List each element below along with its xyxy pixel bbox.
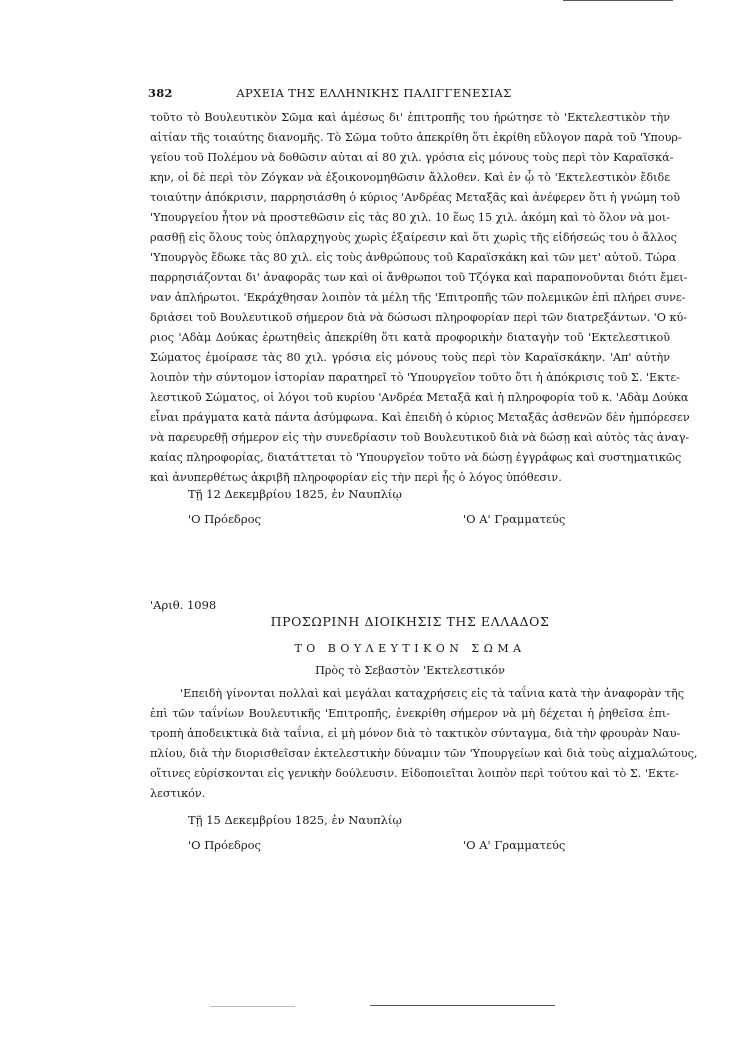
addressee: Πρὸς τὸ Σεβαστὸν 'Εκτελεστικόν — [315, 664, 505, 677]
first-signature-president: 'Ο Πρόεδρος — [188, 512, 261, 526]
second-signature-president: 'Ο Πρόεδρος — [188, 838, 261, 852]
text-line: παρρησιάζονται δι' ἀναφορᾶς των καὶ οἱ ἄνθρωποι τοῦ Τζόγκα καὶ παραπονοῦνται διότι ἔμει- — [150, 271, 688, 284]
scan-artifact-bottom — [370, 1005, 555, 1006]
text-line: τοιαύτην ἀπόκρισιν, παρρησιάσθη ὁ κύριος 'Ανδρέας Μεταξᾶς καὶ ἀνέφερεν ὅτι ἡ γνώμη τοῦ — [150, 191, 680, 204]
second-document-paragraph — [150, 684, 698, 804]
text-line: καίας πληροφορίας, διατάττεται τὸ 'Υπουργεῖον τοῦτο νὰ δώσῃ ἐγγράφως καὶ συστηματικῶς — [150, 451, 682, 464]
scan-artifact-bottom — [210, 1006, 295, 1007]
page-number: 382 — [148, 86, 173, 100]
text-line: πλίου, διὰ τὴν διορισθεῖσαν ἐκτελεστικὴν δύναμιν τῶν 'Υπουργείων καὶ διὰ τοὺς αἰχμαλώτους, — [150, 747, 698, 760]
heading-government: ΠΡΟΣΩΡΙΝΗ ΔΙΟΙΚΗΣΙΣ ΤΗΣ ΕΛΛΑΔΟΣ — [270, 614, 550, 629]
text-line: ἐπὶ τῶν ταΐνίων Βουλευτικῆς 'Επιτροπῆς, ἐνεκρίθη σήμερον νὰ μὴ δέχεται ἡ ῥηθεῖσα ἐπι- — [150, 707, 670, 720]
text-line: εἶναι πράγματα κατὰ πάντα ἀσύμφωνα. Καὶ ἐπειδὴ ὁ κύριος Μεταξᾶς ἀσθενῶν δὲν ἠμπόρεσεν — [150, 411, 690, 424]
first-document-paragraph — [150, 108, 690, 488]
text-line: δριάσει τοῦ Βουλευτικοῦ σήμερον διὰ νὰ δώσωσι πληροφορίαν περὶ τῶν διατρεξάντων. 'Ο κύ- — [150, 311, 688, 324]
text-line: τροπὴ ἀποδεικτικὰ διὰ ταΐνια, εἰ μὴ μόνον διὰ τὸ τακτικὸν σύνταγμα, διὰ τὴν φρουρὰν Ναυ- — [150, 727, 681, 740]
text-line: γείου τοῦ Πολέμου νὰ δοθῶσιν αὐται αἱ 80 χιλ. γρόσια εἰς μόνους τοὺς περὶ τὸν Καραϊσκά- — [150, 151, 674, 164]
text-line: 'Επειδὴ γίνονται πολλαὶ καὶ μεγάλαι καταχρήσεις εἰς τὰ ταΐνια κατὰ τὴν ἀναφορὰν τῆς — [180, 687, 684, 700]
text-line: ρασθῇ εἰς ὅλους τοὺς ὁπλαρχηγοὺς χωρὶς ἐξαίρεσιν καὶ ὅτι χωρὶς τῆς εἰδήσεώς του ὁ ἄλλος — [150, 231, 677, 244]
text-line: λοιπὸν τὴν σύντομον ἱστορίαν παρατηρεῖ τὸ 'Υπουργεῖον τοῦτο ὅτι ἡ ἀπόκρισις τοῦ Σ. 'Εκτε- — [150, 371, 680, 384]
scan-artifact-top — [563, 0, 673, 1]
text-line: οἵτινες εὑρίσκονται εἰς γενικὴν δούλευσιν. Εἰδοποιεῖται λοιπὸν περὶ τούτου καὶ τὸ Σ. 'Εκτε- — [150, 767, 679, 780]
first-signature-secretary: 'Ο Α' Γραμματεύς — [463, 512, 566, 526]
document-number: 'Αριθ. 1098 — [150, 598, 217, 612]
text-line: 'Υπουργείου ἦτον νὰ προστεθῶσιν εἰς τὰς 80 χιλ. 10 ἕως 15 χιλ. ἀκόμη καὶ τὸ ὅλον νὰ μοι- — [150, 211, 670, 224]
running-head — [148, 86, 540, 106]
text-line: τοῦτο τὸ Βουλευτικὸν Σῶμα καὶ ἀμέσως δι' ἐπιτροπῆς του ἠρώτησε τὸ 'Εκτελεστικὸν τὴν — [150, 111, 670, 124]
second-dateline: Τῇ 15 Δεκεμβρίου 1825, ἐν Ναυπλίῳ — [188, 813, 402, 827]
second-signature-secretary: 'Ο Α' Γραμματεύς — [463, 838, 566, 852]
first-dateline: Τῇ 12 Δεκεμβρίου 1825, ἐν Ναυπλίῳ — [188, 487, 402, 501]
running-title: ΑΡΧΕΙΑ ΤΗΣ ΕΛΛΗΝΙΚΗΣ ΠΑΛΙΓΓΕΝΕΣΙΑΣ — [236, 86, 512, 100]
heading-legislative-body: ΤΟ ΒΟΥΛΕΥΤΙΚΟΝ ΣΩΜΑ — [294, 642, 526, 655]
text-line: λεστικοῦ Σώματος, οἱ λόγοι τοῦ κυρίου 'Ανδρέα Μεταξᾶ καὶ ἡ πληροφορία τοῦ κ. 'Αδὰμ Δούκα — [150, 391, 689, 404]
text-line: ριος 'Αδὰμ Δούκας ἐρωτηθεὶς ἀπεκρίθη ὅτι κατὰ προφορικὴν διαταγὴν τοῦ 'Εκτελεστικοῦ — [150, 331, 670, 344]
text-line: 'Υπουργὸς ἔδωκε τὰς 80 χιλ. εἰς τοὺς ἀνθρώπους τοῦ Καραϊσκάκη καὶ τῶν μετ' αὐτοῦ. Τώρα — [150, 251, 677, 264]
text-line: Σώματος ἐμοίρασε τὰς 80 χιλ. γρόσια εἰς μόνους τοὺς περὶ τὸν Καραϊσκάκην. 'Απ' αὐτὴν — [150, 351, 670, 364]
text-line: καὶ ἀνυπερθέτως ἀκριβῆ πληροφορίαν εἰς τὴν περὶ ἧς ὁ λόγος ὑπόθεσιν. — [150, 471, 562, 484]
text-line: ναν ἀπλήρωτοι. 'Εκράχθησαν λοιπὸν τὰ μέλη τῆς 'Επιτροπῆς τῶν πολεμικῶν ἐπὶ πλήρει συνε- — [150, 291, 686, 304]
text-line: κην, οἱ δὲ περὶ τὸν Ζόγκαν νὰ ἐξοικονομηθῶσιν ἄλλοθεν. Καὶ ἐν ᾧ τὸ 'Εκτελεστικὸν ἔδιδε — [150, 171, 670, 184]
text-line: λεστικόν. — [150, 787, 206, 800]
text-line: αἰτίαν τῆς τοιαύτης διανομῆς. Τὸ Σῶμα τοῦτο ἀπεκρίθη ὅτι ἐκρίθη εὔλογον παρὰ τοῦ 'Υπουρ- — [150, 131, 682, 144]
text-line: νὰ παρευρεθῇ σήμερον εἰς τὴν συνεδρίασιν τοῦ Βουλευτικοῦ διὰ νὰ δώσῃ καὶ αὐτὸς τὰς ἀναγ- — [150, 431, 690, 444]
